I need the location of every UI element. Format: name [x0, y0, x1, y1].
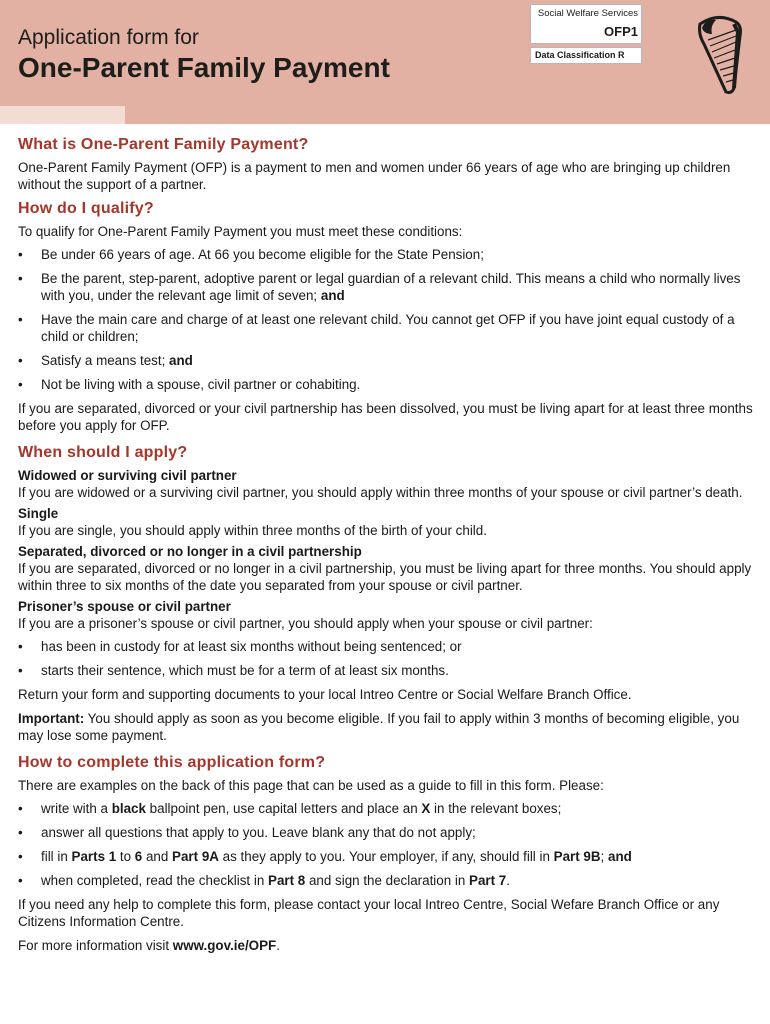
form-id-boxes	[530, 4, 642, 67]
list-item: • Be under 66 years of age. At 66 you become eligible for the State Pension;	[18, 246, 753, 263]
what-is-heading: What is One-Parent Family Payment?	[18, 136, 309, 153]
service-box	[530, 4, 642, 44]
list-item: • starts their sentence, which must be for a term of at least six months.	[18, 662, 753, 679]
when-apply-heading: When should I apply?	[18, 444, 188, 461]
prisoner-list	[18, 638, 753, 679]
service-name: Social Welfare Services	[537, 8, 638, 19]
list-item: • has been in custody for at least six months without being sentenced; or	[18, 638, 753, 655]
header-strip-dark	[125, 106, 770, 124]
form-content	[18, 136, 753, 954]
complete-intro: There are examples on the back of this page that can be used as a guide to fill in this form. Please:	[18, 778, 604, 793]
header-strip-light	[0, 106, 125, 124]
qualify-conditions-list	[18, 246, 753, 393]
list-item: • answer all questions that apply to you. Leave blank any that do not apply;	[18, 824, 753, 841]
return-text: Return your form and supporting documents to your local Intreo Centre or Social Welfare Branch Office.	[18, 687, 632, 702]
separated-text: If you are separated, divorced or no longer in a civil partnership, you must be living apart for three months. You should apply within three to six months of the date you separated from your spouse or civil partner.	[18, 561, 752, 593]
important-note: Important: You should apply as soon as you become eligible. If you fail to apply within 3 months of becoming eligible, you may lose some payment.	[18, 711, 740, 743]
qualify-intro: To qualify for One-Parent Family Payment you must meet these conditions:	[18, 224, 463, 239]
complete-form-heading: How to complete this application form?	[18, 754, 326, 771]
help-text: If you need any help to complete this form, please contact your local Intreo Centre, Social Wefare Branch Office or any Citizens Information Centre.	[18, 897, 720, 929]
qualify-heading: How do I qualify?	[18, 200, 154, 217]
harp-emblem-icon	[690, 10, 746, 96]
form-code: OFP1	[604, 24, 638, 39]
list-item: • fill in Parts 1 to 6 and Part 9A as they apply to you. Your employer, if any, should fill in Part 9B; and	[18, 848, 753, 865]
list-item: • Have the main care and charge of at least one relevant child. You cannot get OFP if you have joint equal custody of a child or children;	[18, 311, 753, 345]
more-info-link[interactable]: www.gov.ie/OPF	[172, 938, 277, 953]
separated-subheading: Separated, divorced or no longer in a civil partnership	[18, 544, 362, 559]
list-item: • when completed, read the checklist in Part 8 and sign the declaration in Part 7.	[18, 872, 753, 889]
widowed-text: If you are widowed or a surviving civil partner, you should apply within three months of your spouse or civil partner’s death.	[18, 485, 743, 500]
what-is-text: One-Parent Family Payment (OFP) is a payment to men and women under 66 years of age who are bringing up children without the support of a partner.	[18, 160, 731, 192]
list-item: • Satisfy a means test; and	[18, 352, 753, 369]
prisoner-subheading: Prisoner’s spouse or civil partner	[18, 599, 231, 614]
complete-instructions-list	[18, 800, 753, 889]
list-item: • Be the parent, step-parent, adoptive parent or legal guardian of a relevant child. This means a child who normally lives with you, under the relevant age limit of seven; and	[18, 270, 753, 304]
widowed-subheading: Widowed or surviving civil partner	[18, 468, 237, 483]
more-info-text: For more information visit www.gov.ie/OPF.	[18, 938, 280, 953]
header-band	[0, 0, 770, 106]
single-text: If you are single, you should apply within three months of the birth of your child.	[18, 523, 487, 538]
form-title: One-Parent Family Payment	[18, 52, 390, 83]
list-item: • Not be living with a spouse, civil partner or cohabiting.	[18, 376, 753, 393]
classification-box: Data Classification R	[530, 47, 642, 64]
qualify-outro: If you are separated, divorced or your civil partnership has been dissolved, you must be living apart for at least three months before you apply for OFP.	[18, 401, 753, 433]
prisoner-text: If you are a prisoner’s spouse or civil partner, you should apply when your spouse or civil partner:	[18, 616, 593, 631]
form-subtitle: Application form for	[18, 26, 199, 49]
list-item: • write with a black ballpoint pen, use capital letters and place an X in the relevant boxes;	[18, 800, 753, 817]
single-subheading: Single	[18, 506, 59, 521]
